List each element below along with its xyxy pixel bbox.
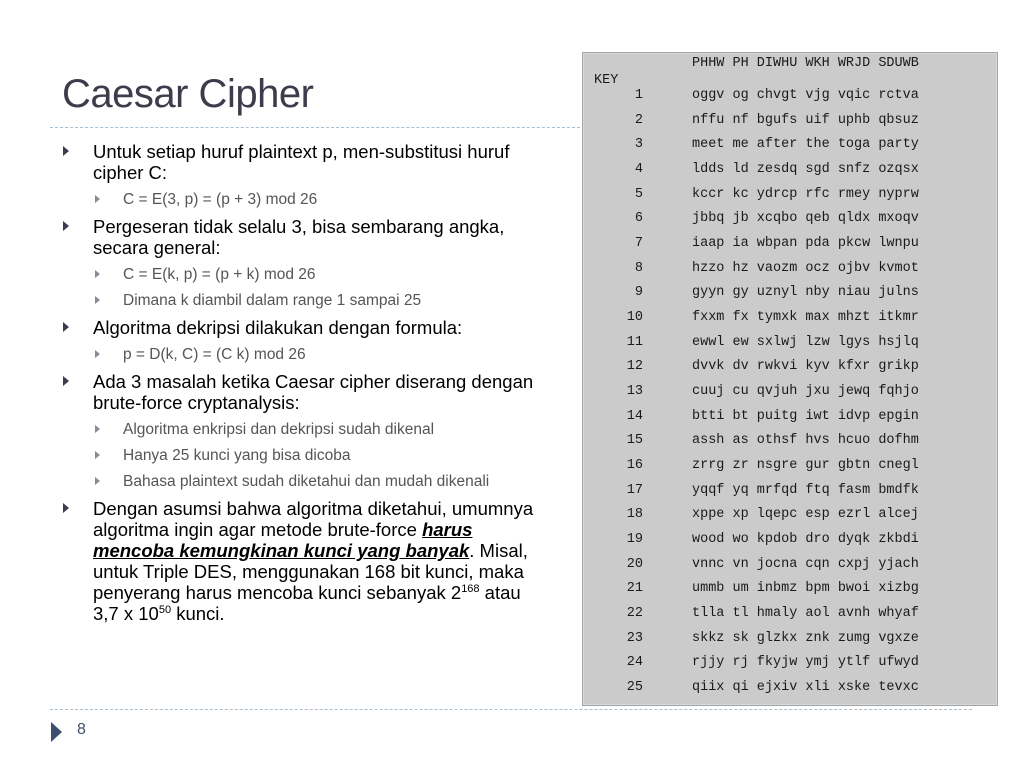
key-value: 14 [626,408,643,424]
footer-arrow-icon [51,722,62,742]
table-row [583,335,997,359]
table-row [583,310,997,334]
table-row [583,557,997,581]
table-row [583,137,997,161]
bullet-item [60,498,550,624]
bullet-item [60,141,550,183]
sub-bullet-arrow-icon [95,350,100,358]
decrypted-text: cuuj cu qvjuh jxu jewq fqhjo [692,384,919,400]
decrypted-text: assh as othsf hvs hcuo dofhm [692,433,919,449]
key-value: 1 [634,88,643,103]
decrypted-text: ummb um inbmz bpm bwoi xizbg [692,581,919,597]
bullet-item [60,317,550,338]
sub-bullet-text: Algoritma enkripsi dan dekripsi sudah dikenal [123,421,435,438]
sub-bullet-item [60,190,550,209]
decrypted-text: wood wo kpdob dro dyqk zkbdi [692,532,919,548]
ciphertext-header [583,56,997,76]
sub-bullet-arrow-icon [95,296,100,304]
sub-bullet-item [60,345,550,364]
table-row [583,187,997,211]
bullet-text: Algoritma dekripsi dilakukan dengan formula: [93,317,463,338]
sub-bullet-item [60,472,550,491]
table-row [583,581,997,605]
key-value: 10 [626,310,643,326]
key-value: 23 [626,630,643,646]
decrypted-text: kccr kc ydrcp rfc rmey nyprw [692,186,919,202]
sub-bullet-text: C = E(3, p) = (p + 3) mod 26 [123,191,318,208]
key-value: 6 [634,211,643,227]
decrypted-text: oggv og chvgt vjg vqic rctva [692,88,919,103]
key-value: 18 [626,507,643,523]
key-value: 9 [634,285,643,301]
key-value: 7 [634,236,643,252]
bullet-item [60,216,550,258]
decrypted-text: btti bt puitg iwt idvp epgin [692,408,919,424]
sub-bullet-arrow-icon [95,270,100,278]
table-row [583,606,997,630]
decrypted-text: nffu nf bgufs uif uphb qbsuz [692,112,919,128]
decrypted-text: skkz sk glzkx znk zumg vgxze [692,630,919,646]
bullet-text-part: . Misal, untuk Triple DES, menggunakan 168 bit kunci, maka penyerang harus mencoba kunci sebanyak 2 [93,540,528,603]
table-row [583,285,997,309]
key-value: 13 [626,384,643,400]
bullet-text: Untuk setiap huruf plaintext p, men-substitusi huruf cipher C: [93,141,510,183]
table-row [583,631,997,655]
emphasized-text: harus mencoba kemungkinan kunci yang banyak [93,519,473,561]
decrypted-text: ldds ld zesdq sgd snfz ozqsx [692,162,919,177]
key-column-label: KEY [594,73,619,88]
bullet-text-part: kunci. [171,603,225,624]
bullet-item [60,371,550,413]
table-row [583,458,997,482]
decrypted-text: ewwl ew sxlwj lzw lgys hsjlq [692,334,919,350]
sub-bullet-item [60,420,550,439]
title-divider [50,127,580,128]
sub-bullet-item [60,265,550,284]
brute-force-table [582,52,998,706]
sub-bullet-text: Hanya 25 kunci yang bisa dicoba [123,447,351,464]
decrypted-text: jbbq jb xcqbo qeb qldx mxoqv [692,211,919,227]
table-row [583,359,997,383]
decrypted-text: zrrg zr nsgre gur gbtn cnegl [692,458,919,474]
bullet-arrow-icon [63,503,69,513]
key-value: 11 [626,334,643,350]
table-row [583,433,997,457]
decrypted-text: iaap ia wbpan pda pkcw lwnpu [692,236,919,252]
table-row [583,409,997,433]
key-value: 15 [626,433,643,449]
table-row [583,680,997,704]
sub-bullet-arrow-icon [95,451,100,459]
decrypted-text: xppe xp lqepc esp ezrl alcej [692,507,919,523]
decrypted-text: yqqf yq mrfqd ftq fasm bmdfk [692,482,919,498]
key-value: 2 [634,112,643,128]
footer-divider [50,709,972,710]
decrypted-text: gyyn gy uznyl nby niau julns [692,285,919,301]
page-number: 8 [77,721,86,738]
bullet-text-part: atau 3,7 x 10 [93,582,521,624]
bullet-text: Ada 3 masalah ketika Caesar cipher diserang dengan brute-force cryptanalysis: [93,371,534,413]
decrypted-text: vnnc vn jocna cqn cxpj yjach [692,556,919,572]
decrypted-text: rjjy rj fkyjw ymj ytlf ufwyd [692,655,919,671]
key-value: 3 [634,137,643,153]
sub-bullet-text: p = D(k, C) = (C k) mod 26 [123,346,306,363]
sub-bullet-arrow-icon [95,477,100,485]
table-row [583,211,997,235]
decrypted-text: qiix qi ejxiv xli xske tevxc [692,680,919,696]
key-value: 21 [626,581,643,597]
table-row [583,384,997,408]
key-value: 4 [634,162,643,177]
slide-title: Caesar Cipher [62,72,314,116]
key-value: 8 [634,260,643,276]
decrypted-text: fxxm fx tymxk max mhzt itkmr [692,310,919,326]
table-row [583,88,997,112]
sub-bullet-arrow-icon [95,425,100,433]
key-value: 25 [626,680,643,696]
table-row [583,532,997,556]
bullet-arrow-icon [63,322,69,332]
exponent-50: 50 [158,603,172,616]
table-row [583,507,997,531]
decrypted-text: tlla tl hmaly aol avnh whyaf [692,606,919,622]
sub-bullet-text: C = E(k, p) = (p + k) mod 26 [123,266,316,283]
bullet-arrow-icon [63,146,69,156]
bullet-list [60,141,550,631]
table-row [583,113,997,137]
key-value: 19 [626,532,643,548]
sub-bullet-item [60,446,550,465]
bullet-text-part: Dengan asumsi bahwa algoritma diketahui, umumnya algoritma ingin agar metode brute-force [93,498,534,540]
table-row [583,261,997,285]
sub-bullet-text: Dimana k diambil dalam range 1 sampai 25 [123,292,422,309]
table-row [583,162,997,186]
key-value: 5 [634,186,643,202]
table-row [583,483,997,507]
sub-bullet-item [60,291,550,310]
key-value: 16 [626,458,643,474]
key-value: 20 [626,556,643,572]
sub-bullet-arrow-icon [95,195,100,203]
exponent-168: 168 [461,582,480,595]
decrypted-text: dvvk dv rwkvi kyv kfxr grikp [692,359,919,375]
decrypted-text: meet me after the toga party [692,137,919,153]
table-row [583,655,997,679]
key-value: 17 [626,482,643,498]
key-value: 24 [626,655,643,671]
table-row [583,236,997,260]
bullet-text: Pergeseran tidak selalu 3, bisa sembarang angka, secara general: [93,216,505,258]
sub-bullet-text: Bahasa plaintext sudah diketahui dan mudah dikenali [123,473,490,490]
decrypted-text: hzzo hz vaozm ocz ojbv kvmot [692,260,919,276]
bullet-arrow-icon [63,221,69,231]
key-value: 22 [626,606,643,622]
ciphertext-header-text: PHHW PH DIWHU WKH WRJD SDUWB [692,56,919,71]
key-value: 12 [626,359,643,375]
bullet-arrow-icon [63,376,69,386]
